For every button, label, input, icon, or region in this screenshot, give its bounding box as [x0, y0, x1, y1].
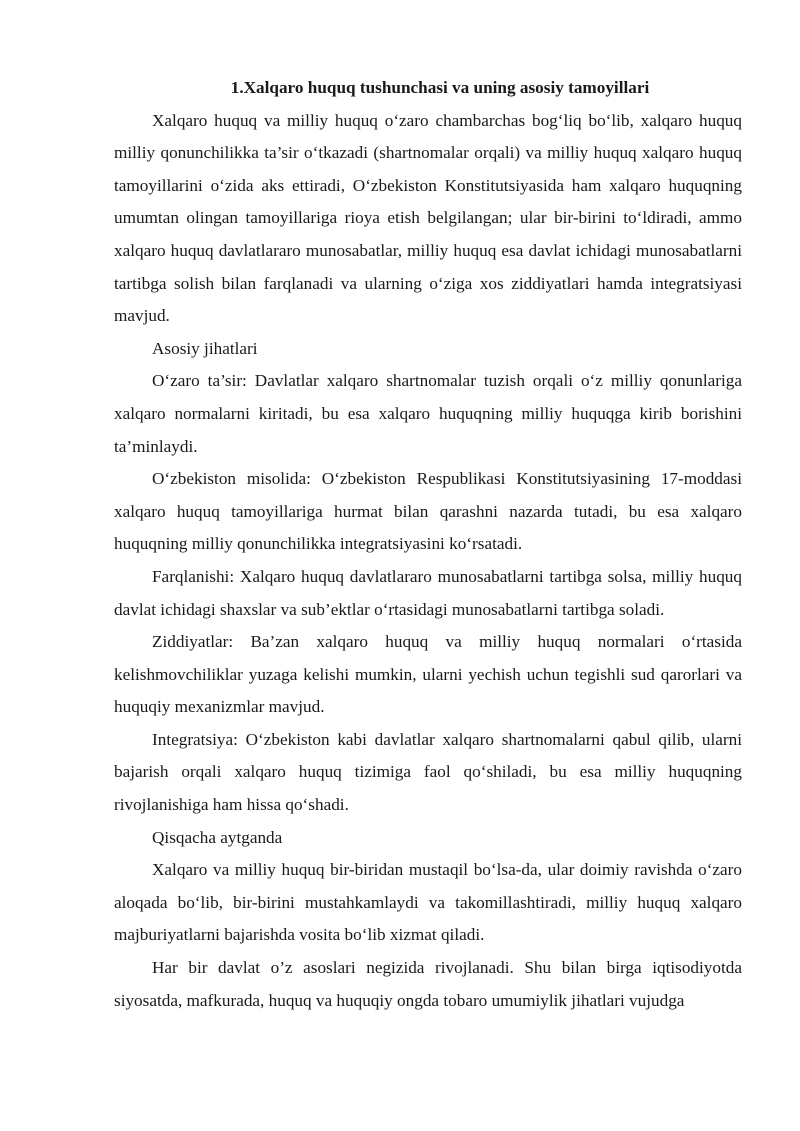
paragraph-summary: Xalqaro va milliy huquq bir-biridan mustaqil bo‘lsa-da, ular doimiy ravishda o‘zaro aloqada bo‘lib, bir-birini mustahkamlaydi va takomillashtiradi, milliy huquq xalqaro majburiyatlarni bajarishda vosita bo‘lib xizmat qiladi. [114, 860, 742, 945]
paragraph-mutual-influence: O‘zaro ta’sir: Davlatlar xalqaro shartnomalar tuzish orqali o‘z milliy qonunlariga xalqaro normalarni kiritadi, bu esa xalqaro huquqning milliy huquqga kirib borishini ta’minlaydi. [114, 371, 742, 456]
paragraph-development: Har bir davlat o’z asoslari negizida rivojlanadi. Shu bilan birga iqtisodiyotda siyosatda, mafkurada, huquq va huquqiy ongda tobaro umumiylik jihatlari vujudga [114, 958, 742, 1010]
paragraph-contradictions: Ziddiyatlar: Ba’zan xalqaro huquq va milliy huquq normalari o‘rtasida kelishmovchiliklar yuzaga kelishi mumkin, ularni yechish uchun tegishli sud qarorlari va huquqiy mexanizmlar mavjud. [114, 632, 742, 717]
document-page [114, 72, 742, 1017]
paragraph-integration: Integratsiya: O‘zbekiston kabi davlatlar xalqaro shartnomalarni qabul qilib, ularni bajarish orqali xalqaro huquq tizimiga faol qo‘shiladi, bu esa milliy huquqning rivojlanishiga ham hissa qo‘shadi. [114, 729, 742, 815]
paragraph-uzbekistan-example: O‘zbekiston misolida: O‘zbekiston Respublikasi Konstitutsiyasining 17-moddasi xalqaro huquq tamoyillariga hurmat bilan qarashni nazarda tutadi, bu esa xalqaro huquqning milliy qonunchilikka integratsiyasini ko‘rsatadi. [114, 469, 742, 554]
paragraph-intro: Xalqaro huquq va milliy huquq o‘zaro chambarchas bog‘liq bo‘lib, xalqaro huquq milliy qonunchilikka ta’sir o‘tkazadi (shartnomalar orqali) va milliy huquq xalqaro huquq tamoyillarini o‘zida aks ettiradi, O‘zbekiston Konstitutsiyasida ham xalqaro huquqning umumtan olingan tamoyillariga rioya etish belgilangan; ular bir-birini to‘ldiradi, ammo xalqaro huquq davlatlararo munosabatlar, milliy huquq esa davlat ichidagi munosabatlarni tartibga solish bilan farqlanadi va ularning o‘ziga xos ziddiyatlari hamda integratsiyasi mavjud. [114, 110, 742, 326]
subheading-main-aspects: Asosiy jihatlari [152, 338, 258, 358]
paragraph-differences: Farqlanishi: Xalqaro huquq davlatlararo munosabatlarni tartibga solsa, milliy huquq davlat ichidagi shaxslar va sub’ektlar o‘rtasidagi munosabatlarni tartibga soladi. [114, 566, 742, 619]
subheading-summary: Qisqacha aytganda [152, 827, 283, 847]
section-title: 1.Xalqaro huquq tushunchasi va uning asosiy tamoyillari [230, 78, 650, 97]
